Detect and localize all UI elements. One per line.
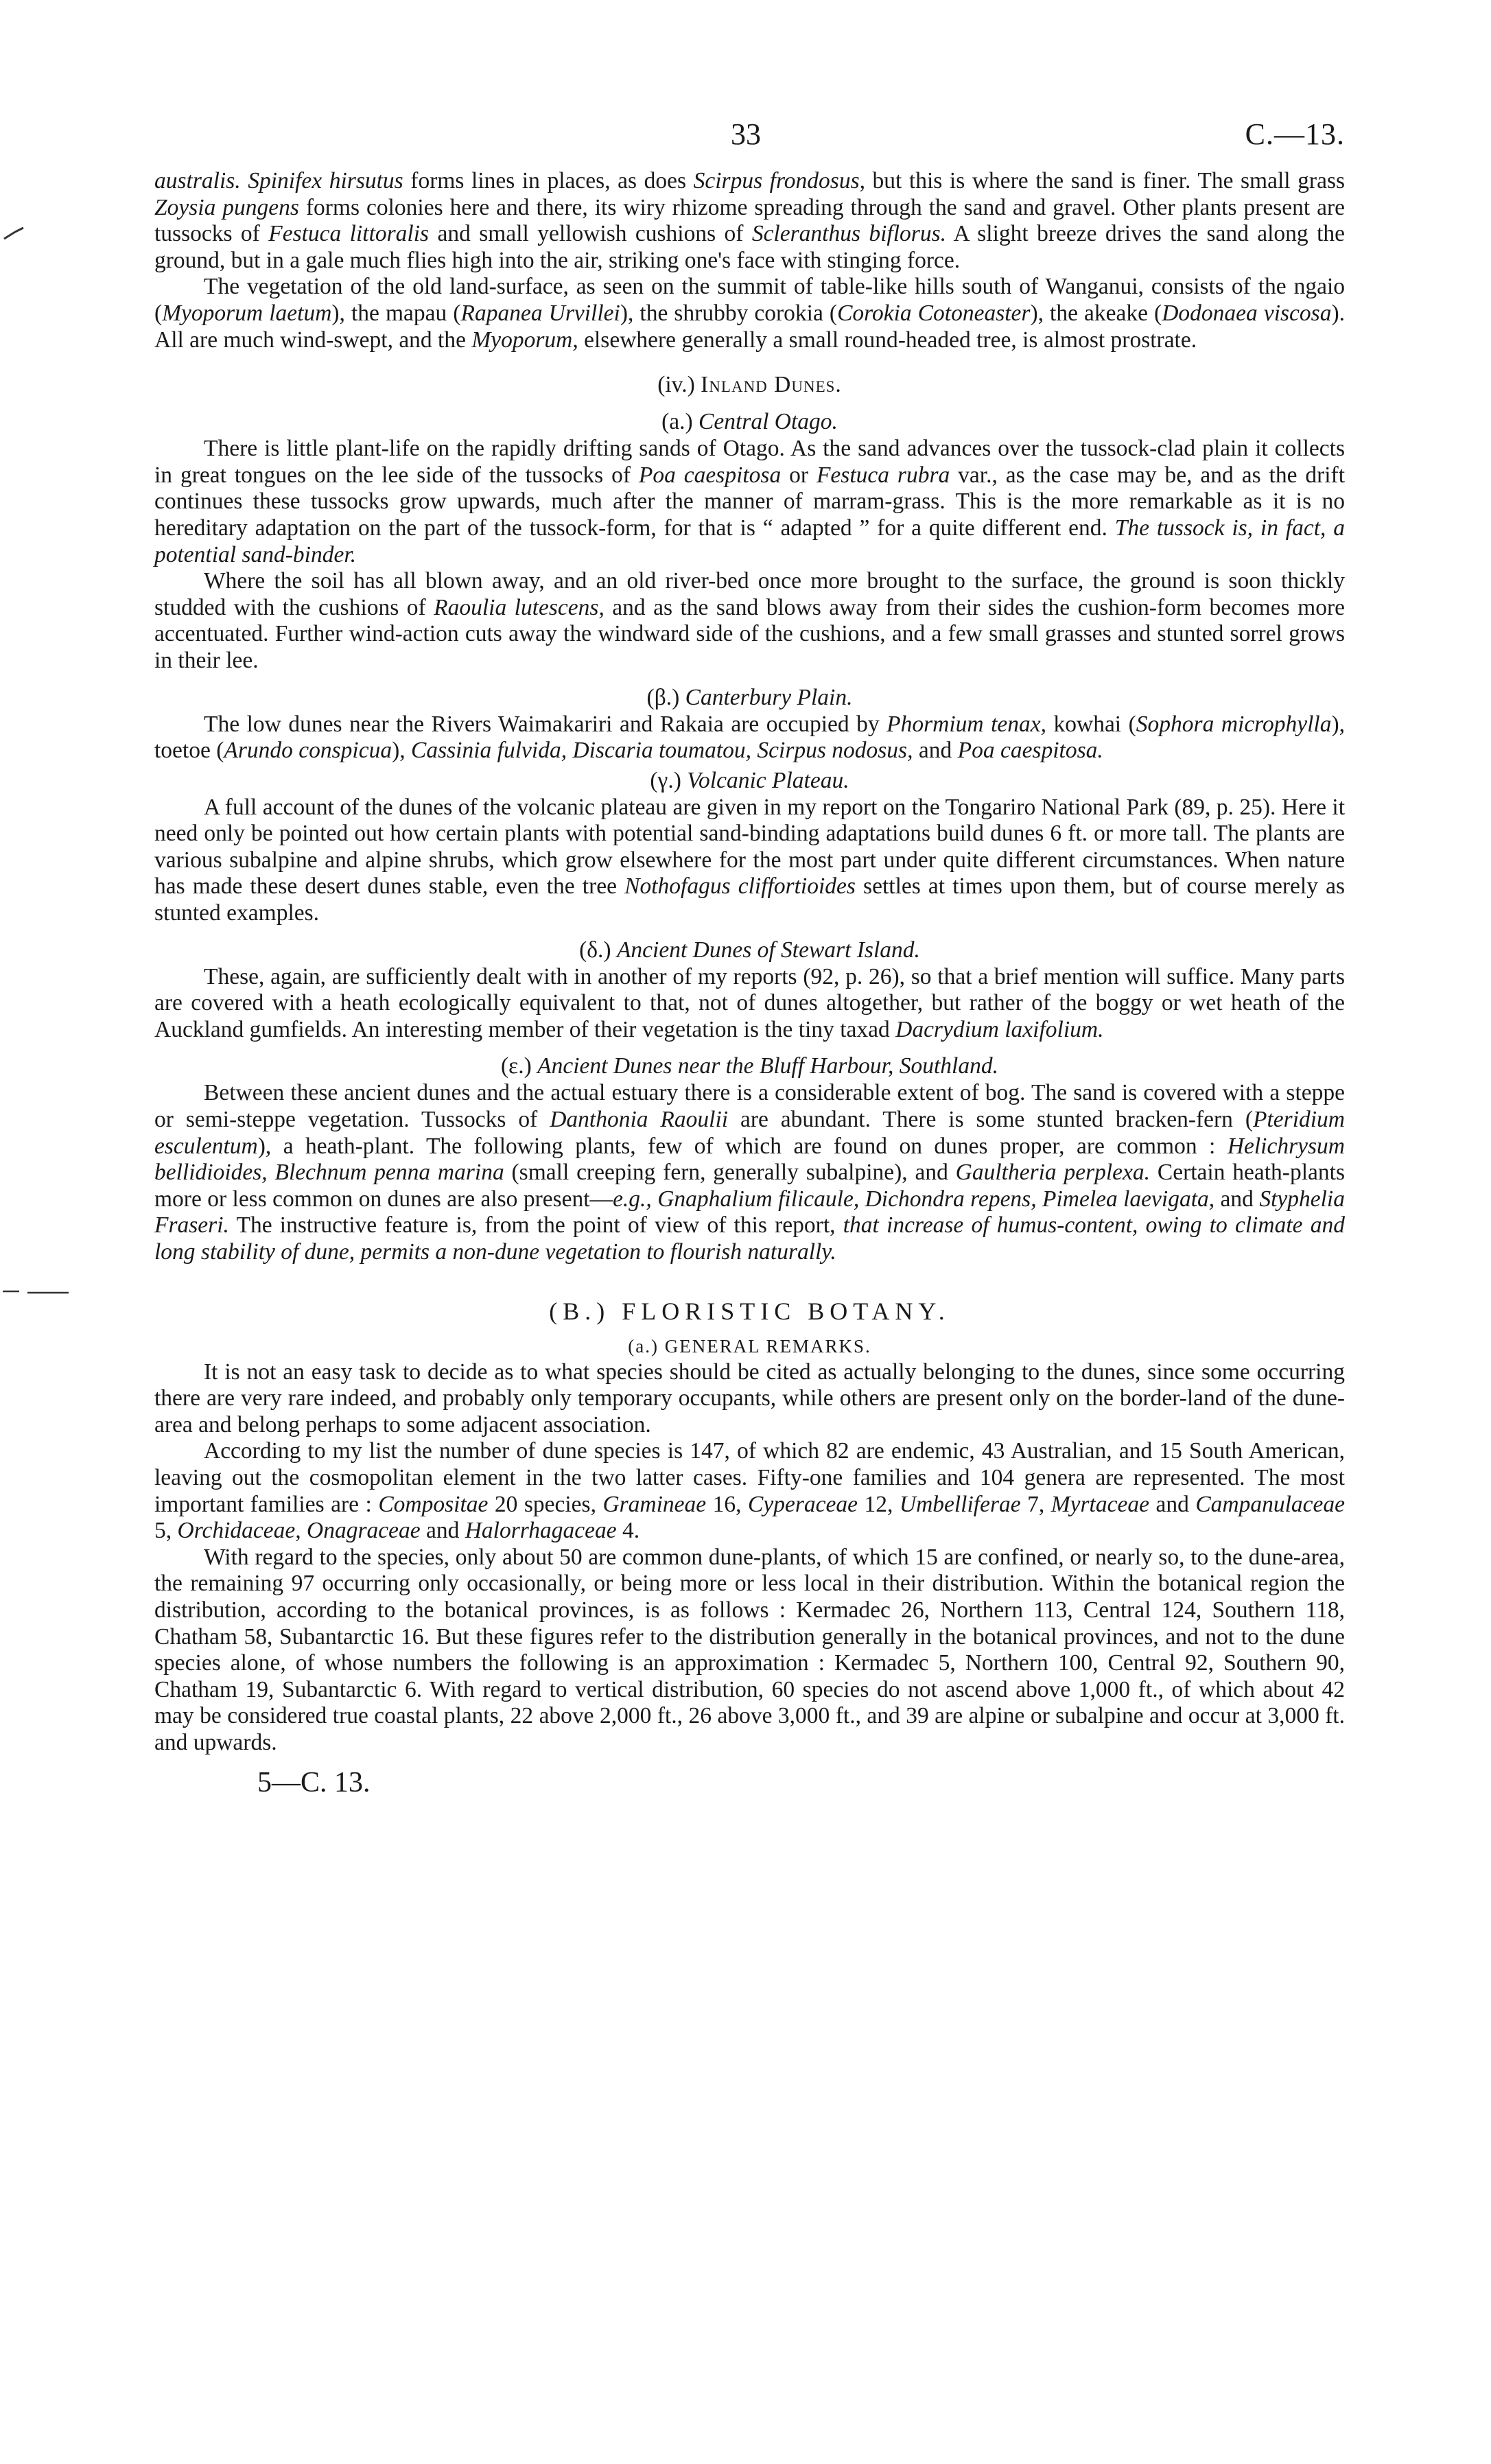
text-run: According to my list the number of dune species is 147, of which 82 are endemic, 43 Australian, and 15 South American, leaving out the cosmopolitan element in the two latter cases. Fifty-one families and 104 genera are represented. The most important families are : [154, 1438, 1345, 1517]
italic-text-run: Poa caespitosa. [957, 738, 1103, 764]
italic-text-run: Spinifex hirsutus [248, 168, 403, 193]
italic-text-run: Gaultheria perplexa. [955, 1160, 1151, 1186]
paragraph-sand-plants [154, 168, 1345, 274]
text-run: and [420, 1518, 465, 1544]
text-run: forms colonies here and there, its wiry rhizome spreading through the sand and gravel. Other plants present are tussocks of [154, 194, 1346, 247]
text-run: A slight breeze drives the sand along the ground, but in a gale much flies high into the air, striking one's face with stinging force. [154, 221, 1346, 273]
section-title: Inland Dunes. [701, 372, 842, 398]
italic-text-run: australis. [154, 168, 241, 193]
margin-tick-mark [0, 218, 27, 246]
text-run: ), [392, 738, 412, 764]
italic-text-run: Sophora microphylla [1136, 711, 1332, 737]
text-run: These, again, are sufficiently dealt with in another of my reports (92, p. 26), so that a brief mention will suffice. Many parts are covered with a heath ecologically equivalent to that, not of dunes altogether, but rather of the boggy or wet heath of the Auckland gumfields. An interesting member of their vegetation is the tiny taxad [154, 963, 1345, 1042]
section-label: (iv.) [657, 372, 695, 398]
document-page [154, 117, 1345, 1799]
page-header [154, 117, 1345, 168]
italic-text-run: Danthonia Raoulii [550, 1107, 729, 1133]
italic-text-run: e.g., Gnaphalium filicaule, Dichondra repens, Pimelea laevigata, [613, 1186, 1215, 1212]
subheading-label: (a.) [661, 409, 693, 435]
text-run: There is little plant-life on the rapidly drifting sands of Otago. As the sand advances over the tussock-clad plain it collects in great tongues on the lee side of the tussocks of [154, 436, 1345, 488]
text-run: but this is where the sand is finer. The small grass [865, 168, 1346, 193]
italic-text-run: Zoysia pungens [154, 194, 299, 220]
text-run [241, 168, 248, 193]
subheading-label: (ε.) [501, 1053, 532, 1079]
italic-text-run: Myoporum, [471, 327, 578, 353]
subheading-title: Central Otago. [698, 409, 838, 435]
paragraph-general-2 [154, 1438, 1345, 1544]
text-run: var., as the case may be, and as the drift continues these tussocks grow upwards, much after the manner of marram-grass. This is the more remarkable as it is no hereditary adaptation on the part of the tussock-form, for that is “ adapted ” for a quite different end. [154, 462, 1346, 541]
text-run: Where the soil has all blown away, and an old river-bed once more brought to the surface, the ground is soon thickly studded with the cushions of [154, 568, 1345, 620]
subheading-title: Volcanic Plateau. [687, 767, 849, 793]
subheading-label: (γ.) [650, 767, 681, 793]
text-run: elsewhere generally a small round-headed tree, is almost prostrate. [578, 327, 1197, 353]
text-run: Certain heath-plants more or less common on dunes are also present— [154, 1160, 1345, 1212]
subheading-title: Ancient Dunes of Stewart Island. [616, 937, 920, 963]
text-run: forms lines in places, as does [403, 168, 694, 193]
subheading-label: (δ.) [579, 937, 611, 963]
footer-signature: 5—C. 13. [257, 1766, 371, 1798]
document-reference: C.—13. [1245, 117, 1345, 151]
subheading-general-remarks: (a.) GENERAL REMARKS. [628, 1335, 871, 1357]
text-run: With regard to the species, only about 50 are common dune-plants, of which 15 are confined, or nearly so, to the dune-area, the remaining 97 occurring only occasionally, or being more or less local in their distribution. Within the botanical region the distribution, according to the botanical provinces, is as follows : Kermadec 26, Northern 113, Central 124, Southern 118, Chatham 58, Subantarctic 16. But these figures refer to the distribution generally in the botanical provinces, and not to the dune species alone, of whose numbers the following is an approximation : Kermadec 5, Northern 100, Central 92, Southern 90, Chatham 19, Subantarctic 6. With regard to vertical distribution, 60 species do not ascend above 1,000 ft., of which about 42 may be considered true coastal plants, 22 above 2,000 ft., 26 above 3,000 ft., and 39 are alpine or subalpine and occur at 3,000 ft. and upwards. [154, 1544, 1345, 1755]
text-run: and as the sand blows away from their sides the cushion-form becomes more accentuated. Further wind-action cuts away the windward side of the cushions, and a few small grasses and stunted sorrel grows in their lee. [154, 594, 1345, 673]
text-run: 16, [706, 1491, 749, 1517]
text-run: ), the mapau ( [331, 300, 461, 326]
italic-text-run: Dodonaea viscosa [1162, 300, 1332, 326]
text-run: ), toetoe ( [154, 711, 1345, 764]
italic-text-run: Pteridium esculentum [154, 1107, 1345, 1159]
section-heading-inland-dunes [154, 371, 1345, 399]
italic-text-run: Corokia Cotoneaster [837, 300, 1031, 326]
italic-text-run: Cassinia fulvida, Discaria toumatou, Scirpus nodosus, [411, 738, 913, 764]
italic-text-run: Scleranthus biflorus. [751, 221, 946, 247]
subheading-bluff-harbour [154, 1053, 1345, 1080]
italic-text-run: Scirpus frondosus, [693, 168, 865, 193]
italic-text-run: Styphelia Fraseri. [154, 1186, 1345, 1239]
subheading-title: Canterbury Plain. [685, 684, 853, 710]
subheading-title: Ancient Dunes near the Bluff Harbour, Southland. [537, 1053, 998, 1079]
paragraph-canterbury [154, 712, 1345, 764]
italic-text-run: Arundo conspicua [224, 738, 392, 764]
text-run: settles at times upon them, but of course merely as stunted examples. [154, 873, 1345, 926]
italic-text-run: Myrtaceae [1050, 1491, 1149, 1517]
italic-text-run: The tussock is, in fact, a potential sand-binder. [154, 515, 1345, 567]
text-run: The instructive feature is, from the point of view of this report, [228, 1212, 843, 1239]
text-run: It is not an easy task to decide as to what species should be cited as actually belonging to the dunes, since some occurring there are very rare indeed, and probably only temporary occupants, while others are present only on the border-land of the dune-area and belong perhaps to some adjacent association. [154, 1359, 1345, 1438]
paragraph-general-3 [154, 1545, 1345, 1757]
text-run: Between these ancient dunes and the actual estuary there is a considerable extent of bog. The sand is covered with a steppe or semi-steppe vegetation. Tussocks of [154, 1080, 1345, 1133]
text-run: 20 species, [488, 1491, 603, 1517]
italic-text-run: Raoulia lutescens, [434, 594, 604, 620]
text-run: 4. [616, 1518, 640, 1544]
text-run: or [781, 462, 817, 488]
text-run: (small creeping fern, generally subalpine), and [504, 1160, 956, 1186]
paragraph-otago-cushions [154, 568, 1345, 674]
paragraph-otago-drift [154, 436, 1345, 568]
italic-text-run: Campanulaceae [1195, 1491, 1346, 1517]
italic-text-run: Halorrhagaceae [465, 1518, 617, 1544]
text-run: ). All are much wind-swept, and the [154, 300, 1345, 353]
italic-text-run: Rapanea Urvillei [460, 300, 620, 326]
text-run: ), the akeake ( [1030, 300, 1162, 326]
italic-text-run: Helichrysum bellidioides, Blechnum penna marina [154, 1133, 1345, 1186]
subheading-label: (β.) [646, 684, 680, 710]
text-run: The low dunes near the Rivers Waimakariri and Rakaia are occupied by [204, 711, 887, 737]
text-run: 12, [858, 1491, 900, 1517]
paragraph-general-1 [154, 1359, 1345, 1439]
italic-text-run: Myoporum laetum [162, 300, 332, 326]
text-run: and [1149, 1491, 1196, 1517]
subheading-canterbury-plain [154, 684, 1345, 712]
page-number: 33 [731, 117, 761, 151]
italic-text-run: Gramineae [602, 1491, 707, 1517]
italic-text-run: Phormium tenax, [887, 711, 1046, 737]
italic-text-run: that increase of humus-content, owing to climate and long stability of dune, permits a non-dune vegetation to flourish naturally. [154, 1212, 1346, 1265]
italic-text-run: Orchidaceae, Onagraceae [177, 1518, 421, 1544]
text-run: are abundant. There is some stunted bracken-fern ( [728, 1107, 1254, 1133]
text-run: The vegetation of the old land-surface, as seen on the summit of table-like hills south of Wanganui, consists of the ngaio ( [154, 274, 1345, 326]
text-run: A full account of the dunes of the volcanic plateau are given in my report on the Tongariro National Park (89, p. 25). Here it need only be pointed out how certain plants with potential sand-binding adaptations build dunes 6 ft. or more tall. The plants are various subalpine and alpine shrubs, which grow elsewhere for the most part under quite different circumstances. When nature has made these desert dunes stable, even the tree [154, 794, 1345, 900]
text-run: and [913, 738, 958, 764]
text-run: 5, [154, 1518, 178, 1544]
subheading-volcanic-plateau [154, 767, 1345, 795]
paragraph-old-land-surface [154, 274, 1345, 353]
text-run: kowhai ( [1046, 711, 1136, 737]
subheading-central-otago [154, 408, 1345, 436]
italic-text-run: Festuca rubra [816, 462, 950, 488]
paragraph-volcanic [154, 795, 1345, 927]
text-run: and [1214, 1186, 1260, 1212]
margin-dash-mark [0, 1284, 75, 1298]
italic-text-run: Dacrydium laxifolium. [895, 1016, 1104, 1042]
text-run: and small yellowish cushions of [429, 221, 752, 247]
italic-text-run: Umbelliferae [899, 1491, 1021, 1517]
italic-text-run: Festuca littoralis [268, 221, 430, 247]
section-heading-floristic-botany: (B.) FLORISTIC BOTANY. [549, 1297, 950, 1325]
italic-text-run: Poa caespitosa [638, 462, 782, 488]
paragraph-bluff [154, 1080, 1345, 1265]
text-run: ), the shrubby corokia ( [620, 300, 838, 326]
text-run: ), a heath-plant. The following plants, few of which are found on dunes proper, are common : [257, 1133, 1228, 1159]
subheading-stewart-island [154, 937, 1345, 964]
text-run: 7, [1020, 1491, 1051, 1517]
italic-text-run: Nothofagus cliffortioides [624, 873, 856, 900]
italic-text-run: Compositae [378, 1491, 489, 1517]
italic-text-run: Cyperaceae [748, 1491, 858, 1517]
paragraph-stewart [154, 964, 1345, 1044]
